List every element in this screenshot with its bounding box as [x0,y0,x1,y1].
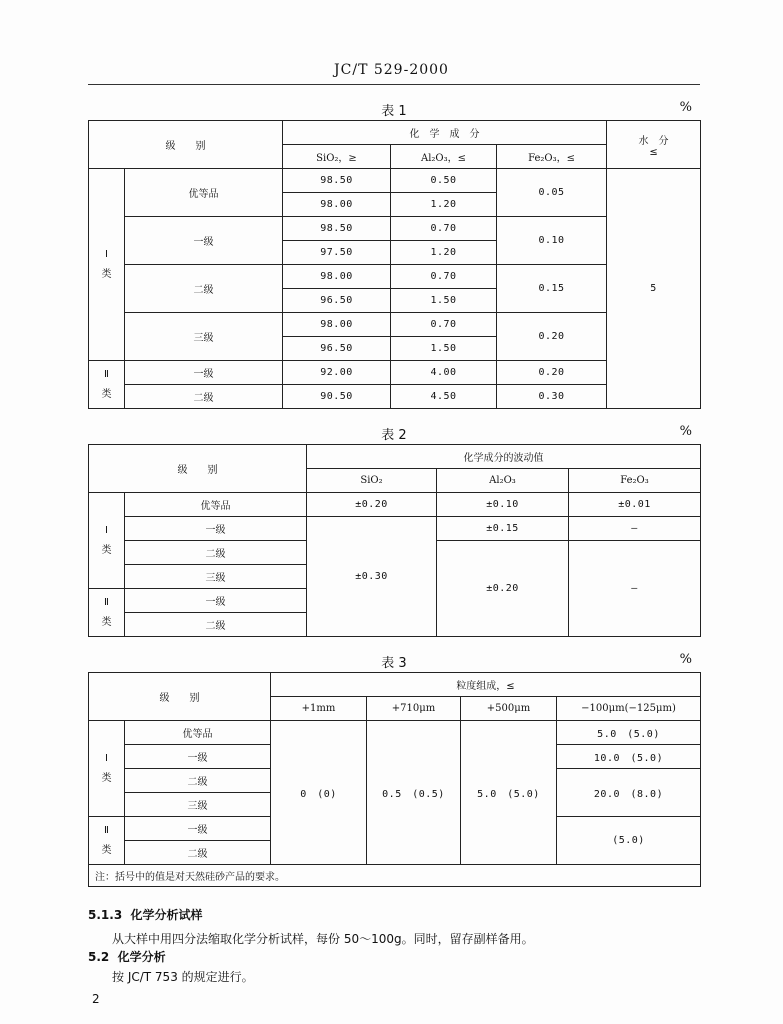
t1-cell: 0.20 [497,313,607,361]
t1-cell: 0.05 [497,169,607,217]
t2-fe2o3-header: Fe₂O₃ [569,469,701,493]
section-5-2-heading [88,948,166,965]
t1-class-i-label: Ⅰ类 [101,248,112,280]
t2-class-ii-label: Ⅱ类 [101,596,112,628]
t2-grade-header: 级 别 [89,445,307,493]
t2-class-ii [89,589,125,637]
t3-grade-row: 一级 [125,817,271,841]
t1-water-label: 水 分 [638,135,669,147]
t1-cell: 96.50 [283,337,391,361]
t2-cell: — [569,517,701,541]
t2-grade-row: 一级 [125,589,307,613]
table-3 [88,672,701,887]
section-title: 化学分析 [117,950,166,964]
t3-grade-row: 一级 [125,745,271,769]
t3-c4-header: −100μm(−125μm) [557,697,701,721]
t1-cell: 0.70 [391,265,497,289]
t1-cell: 98.00 [283,193,391,217]
t1-grade-row: 二级 [125,385,283,409]
t3-grade-row: 优等品 [125,721,271,745]
document-code: JC/T 529-2000 [334,62,449,78]
section-5-1-3-text: 从大样中用四分法缩取化学分析试样，每份 50～100g。同时，留存副样备用。 [112,932,534,946]
t1-cell: 0.70 [391,313,497,337]
t1-grade-row: 优等品 [125,169,283,217]
section-5-1-3-heading [88,906,203,923]
t3-grade-row: 二级 [125,841,271,865]
table1-caption: 表 1 [381,104,407,119]
section-5-2-text: 按 JC/T 753 的规定进行。 [112,970,254,984]
t1-cell: 4.50 [391,385,497,409]
t3-grade-row: 二级 [125,769,271,793]
t2-al2o3-header: Al₂O₃ [437,469,569,493]
t3-cell: 0.5 (0.5) [367,721,461,865]
t1-cell: 97.50 [283,241,391,265]
t1-cell: 0.20 [497,361,607,385]
t3-cell: 20.0 (8.0) [557,769,701,817]
t1-water-value: 5 [607,169,701,409]
t3-grade-row: 三级 [125,793,271,817]
t1-cell: 0.15 [497,265,607,313]
section-title: 化学分析试样 [130,908,203,922]
t1-class-ii-label: Ⅱ类 [101,368,112,400]
t2-cell: ±0.30 [307,517,437,637]
t1-cell: 1.20 [391,193,497,217]
t3-c1-header: +1mm [271,697,367,721]
table3-caption: 表 3 [381,656,407,671]
t1-fe2o3-header: Fe₂O₃，≤ [497,145,607,169]
t2-grade-row: 二级 [125,541,307,565]
t2-grade-row: 优等品 [125,493,307,517]
t3-class-ii-label: Ⅱ类 [101,824,112,856]
t3-note: 注：括号中的值是对天然硅砂产品的要求。 [89,865,701,887]
t1-cell: 98.50 [283,169,391,193]
t2-class-i-label: Ⅰ类 [101,524,112,556]
t1-class-i [89,169,125,361]
t1-water-symbol: ≤ [649,146,658,158]
table3-unit: % [679,652,692,667]
table-1 [88,120,701,409]
t1-cell: 1.50 [391,337,497,361]
t1-grade-header: 级 别 [89,121,283,169]
t3-cell: 0 (0) [271,721,367,865]
header-rule [88,84,700,85]
t1-grade-row: 一级 [125,361,283,385]
t2-grade-row: 二级 [125,613,307,637]
t1-cell: 0.70 [391,217,497,241]
table-2 [88,444,701,637]
t2-cell: ±0.20 [307,493,437,517]
t1-cell: 90.50 [283,385,391,409]
table2-caption: 表 2 [381,428,407,443]
section-number: 5.2 [88,950,110,964]
t3-c2-header: +710μm [367,697,461,721]
t2-cell: ±0.10 [437,493,569,517]
t1-cell: 1.50 [391,289,497,313]
t1-cell: 1.20 [391,241,497,265]
t1-cell: 98.00 [283,313,391,337]
t2-class-i [89,493,125,589]
t1-chem-header: 化 学 成 分 [283,121,607,145]
t3-cell: 10.0 (5.0) [557,745,701,769]
t3-size-header: 粒度组成，≤ [271,673,701,697]
t2-cell: ±0.15 [437,517,569,541]
table2-unit: % [679,424,692,439]
page-number: 2 [92,992,100,1006]
t1-cell: 4.00 [391,361,497,385]
t1-cell: 0.10 [497,217,607,265]
t3-grade-header: 级 别 [89,673,271,721]
t2-fluct-header: 化学成分的波动值 [307,445,701,469]
t2-cell: ±0.01 [569,493,701,517]
t1-grade-row: 一级 [125,217,283,265]
t3-class-i [89,721,125,817]
t3-c3-header: +500μm [461,697,557,721]
t2-cell: ±0.20 [437,541,569,637]
t3-class-i-label: Ⅰ类 [101,752,112,784]
t1-cell: 0.30 [497,385,607,409]
t1-grade-row: 二级 [125,265,283,313]
t2-cell: — [569,541,701,637]
t3-cell: (5.0) [557,817,701,865]
t1-sio2-header: SiO₂，≥ [283,145,391,169]
t1-cell: 98.00 [283,265,391,289]
table1-unit: % [679,100,692,115]
t1-cell: 92.00 [283,361,391,385]
t1-cell: 0.50 [391,169,497,193]
t2-grade-row: 三级 [125,565,307,589]
t3-cell: 5.0 (5.0) [461,721,557,865]
t1-class-ii [89,361,125,409]
t1-grade-row: 三级 [125,313,283,361]
t1-water-header [607,121,701,169]
t1-cell: 96.50 [283,289,391,313]
section-number: 5.1.3 [88,908,123,922]
t1-cell: 98.50 [283,217,391,241]
t2-sio2-header: SiO₂ [307,469,437,493]
t3-cell: 5.0 (5.0) [557,721,701,745]
t2-grade-row: 一级 [125,517,307,541]
t1-al2o3-header: Al₂O₃，≤ [391,145,497,169]
t3-class-ii [89,817,125,865]
